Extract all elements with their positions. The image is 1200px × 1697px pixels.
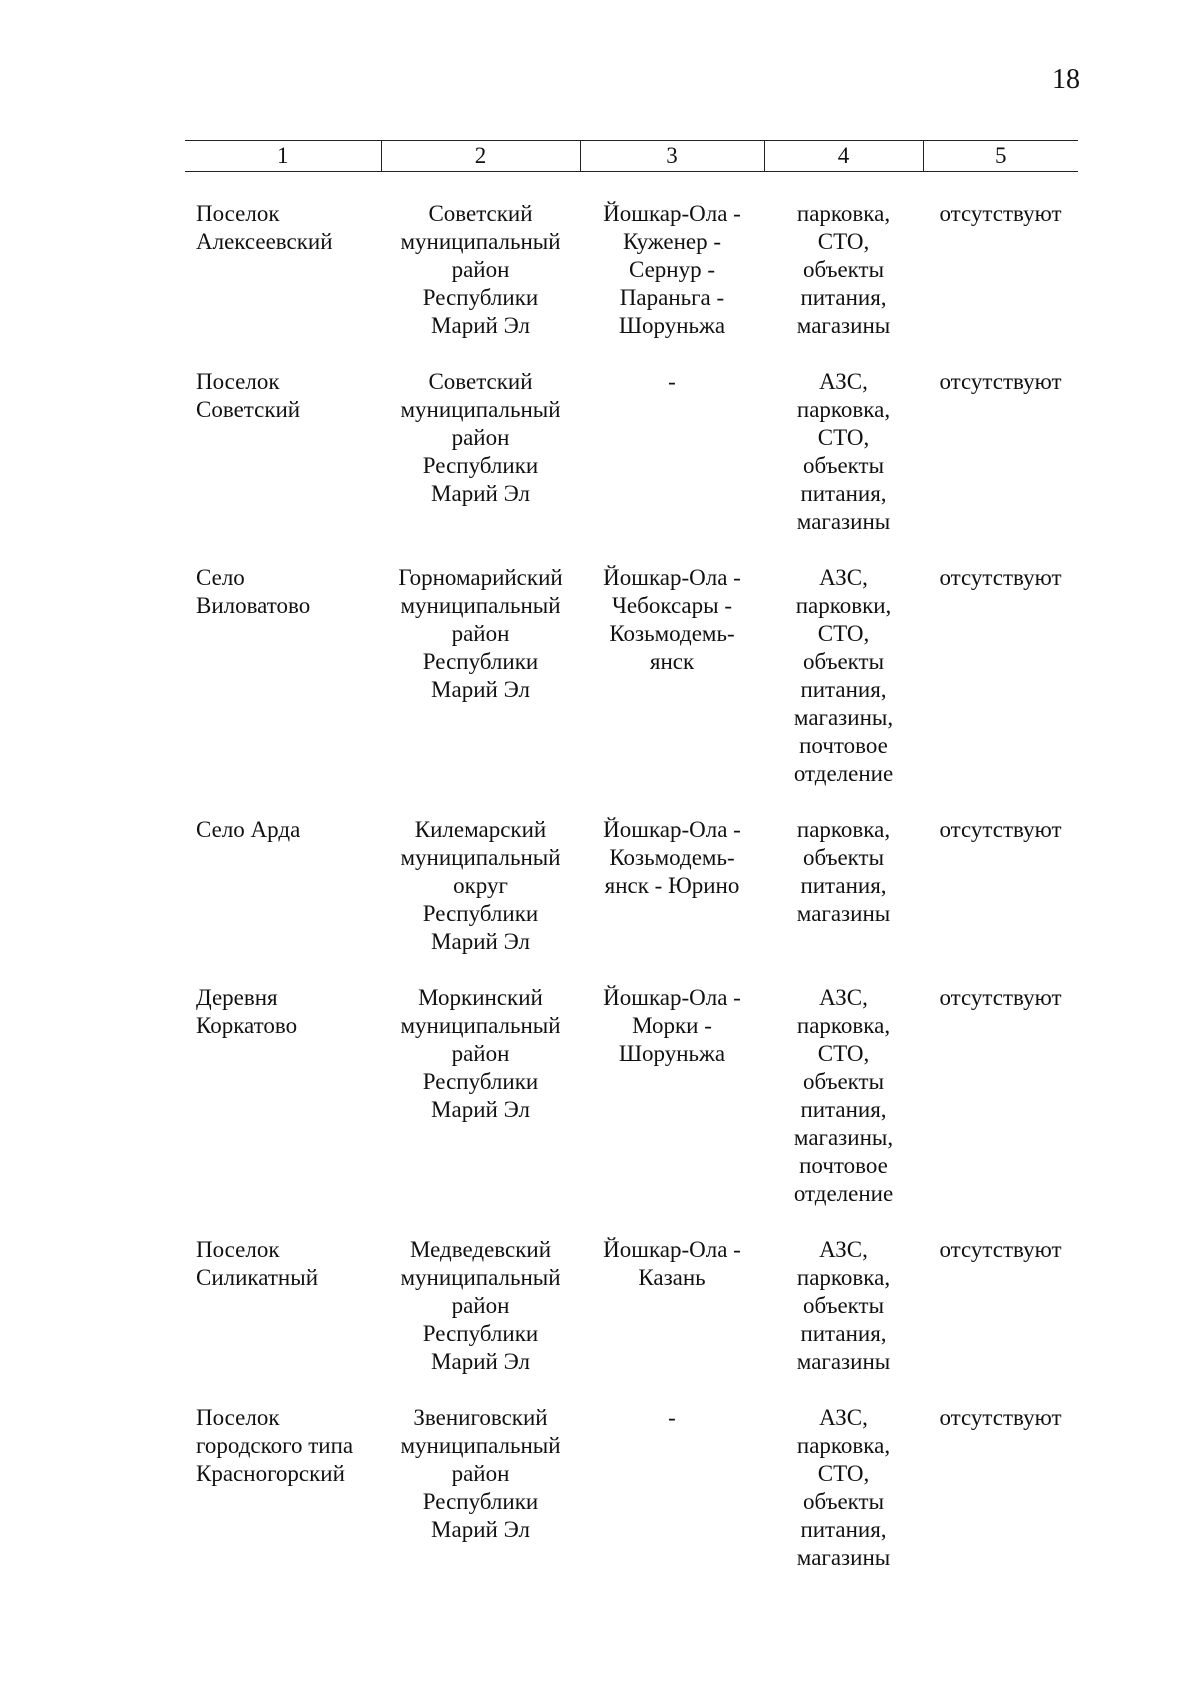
route-cell-line: -	[668, 1405, 676, 1430]
district-cell-line: район	[451, 425, 510, 450]
route-cell-line: Куженер -	[622, 229, 722, 254]
availability-cell-line: отсутствуют	[939, 985, 1062, 1010]
availability-cell-line: отсутствуют	[939, 565, 1062, 590]
services-cell-line: парковка,	[796, 1013, 891, 1038]
route-cell-line: Шоруньжа	[618, 1041, 726, 1066]
row-gap	[185, 1376, 1078, 1404]
route-cell	[580, 1404, 764, 1572]
availability-cell	[923, 1236, 1078, 1376]
district-cell-line: район	[451, 1461, 510, 1486]
table-row	[185, 1404, 1078, 1572]
header-row	[185, 141, 1078, 172]
settlement-cell	[185, 200, 381, 340]
services-cell-line: отделение	[793, 1181, 894, 1206]
route-cell-line: Параньга -	[619, 285, 725, 310]
district-cell	[381, 816, 580, 956]
district-cell	[381, 368, 580, 536]
route-cell-line: Сернур -	[628, 257, 716, 282]
services-cell-line: магазины	[796, 1349, 891, 1374]
district-cell-line: Марий Эл	[431, 1517, 530, 1542]
route-cell-line: Йошкар-Ола -	[603, 985, 741, 1010]
column-header-4: 4	[764, 141, 923, 172]
column-header-3: 3	[580, 141, 764, 172]
district-cell-line: Медведевский	[409, 1237, 552, 1262]
route-cell-line: -	[668, 369, 676, 394]
services-cell-line: почтовое	[799, 733, 888, 758]
services-cell-line: питания,	[800, 481, 887, 506]
district-cell-line: район	[451, 621, 510, 646]
availability-cell	[923, 984, 1078, 1208]
services-cell-line: СТО,	[817, 1461, 870, 1486]
table-row	[185, 984, 1078, 1208]
page-number: 18	[1052, 64, 1080, 95]
settlement-cell-line: городского типа	[196, 1433, 354, 1458]
services-cell	[764, 1404, 923, 1572]
services-cell-line: магазины,	[793, 1125, 894, 1150]
district-cell	[381, 1236, 580, 1376]
settlement-cell-line: Поселок	[196, 201, 280, 226]
route-cell	[580, 200, 764, 340]
settlement-cell-line: Поселок	[196, 369, 280, 394]
route-cell-line: Чебоксары -	[611, 593, 733, 618]
district-cell	[381, 984, 580, 1208]
table-spacer	[185, 172, 1078, 201]
services-cell-line: СТО,	[817, 621, 870, 646]
column-header-1: 1	[185, 141, 381, 172]
availability-cell	[923, 816, 1078, 956]
route-cell-line: Йошкар-Ола -	[603, 1237, 741, 1262]
services-cell-line: почтовое	[799, 1153, 888, 1178]
district-cell-line: округ	[453, 873, 508, 898]
services-cell	[764, 984, 923, 1208]
services-cell-line: объекты	[802, 1069, 885, 1094]
table-row	[185, 1236, 1078, 1376]
services-cell-line: магазины,	[793, 705, 894, 730]
settlement-cell-line: Село	[196, 565, 245, 590]
services-cell-line: объекты	[802, 845, 885, 870]
district-cell	[381, 1404, 580, 1572]
district-cell-line: Советский	[428, 201, 533, 226]
services-cell-line: парковка,	[796, 817, 891, 842]
availability-cell-line: отсутствуют	[939, 201, 1062, 226]
services-cell-line: питания,	[800, 677, 887, 702]
route-cell	[580, 816, 764, 956]
settlement-cell-line: Село Арда	[196, 817, 301, 842]
services-cell-line: СТО,	[817, 425, 870, 450]
table-row	[185, 816, 1078, 956]
services-cell-line: питания,	[800, 1517, 887, 1542]
table-body	[185, 172, 1078, 1573]
services-cell	[764, 368, 923, 536]
availability-cell	[923, 200, 1078, 340]
availability-cell	[923, 1404, 1078, 1572]
district-cell-line: муниципальный	[400, 1433, 561, 1458]
district-cell-line: Республики	[422, 649, 539, 674]
district-cell-line: Горномарийский	[398, 565, 563, 590]
table-header	[185, 141, 1078, 172]
services-cell-line: объекты	[802, 1293, 885, 1318]
route-cell-line: Йошкар-Ола -	[603, 817, 741, 842]
services-cell-line: парковка,	[796, 397, 891, 422]
column-header-2: 2	[381, 141, 580, 172]
row-gap	[185, 788, 1078, 816]
availability-cell	[923, 564, 1078, 788]
settlement-cell-line: Поселок	[196, 1405, 280, 1430]
services-cell-line: СТО,	[817, 229, 870, 254]
district-cell-line: район	[451, 257, 510, 282]
route-cell-line: Козьмодемь-	[609, 621, 735, 646]
availability-cell-line: отсутствуют	[939, 1237, 1062, 1262]
district-cell-line: Марий Эл	[431, 1349, 530, 1374]
services-cell-line: питания,	[800, 1321, 887, 1346]
district-cell-line: муниципальный	[400, 845, 561, 870]
settlement-cell	[185, 564, 381, 788]
route-cell-line: Шоруньжа	[618, 313, 726, 338]
route-cell	[580, 564, 764, 788]
settlement-cell-line: Поселок	[196, 1237, 280, 1262]
services-cell-line: парковка,	[796, 201, 891, 226]
services-cell-line: отделение	[793, 761, 894, 786]
district-cell-line: Марий Эл	[431, 929, 530, 954]
district-cell-line: муниципальный	[400, 1013, 561, 1038]
availability-cell	[923, 368, 1078, 536]
services-cell-line: питания,	[800, 1097, 887, 1122]
district-cell-line: Марий Эл	[431, 313, 530, 338]
settlement-cell-line: Коркатово	[196, 1013, 298, 1038]
services-cell-line: АЗС,	[819, 565, 868, 590]
services-cell-line: магазины	[796, 1545, 891, 1570]
services-cell	[764, 200, 923, 340]
district-cell-line: Республики	[422, 1069, 539, 1094]
district-cell	[381, 564, 580, 788]
district-cell-line: Марий Эл	[431, 1097, 530, 1122]
availability-cell-line: отсутствуют	[939, 1405, 1062, 1430]
district-cell-line: муниципальный	[400, 397, 561, 422]
district-cell-line: Республики	[422, 285, 539, 310]
settlement-cell	[185, 816, 381, 956]
services-cell-line: питания,	[800, 873, 887, 898]
district-cell-line: Республики	[422, 453, 539, 478]
settlement-cell	[185, 984, 381, 1208]
table-row	[185, 200, 1078, 340]
services-cell	[764, 1236, 923, 1376]
row-gap	[185, 1208, 1078, 1236]
district-cell-line: Килемарский	[414, 817, 547, 842]
settlements-table	[185, 140, 1078, 1572]
district-cell	[381, 200, 580, 340]
services-cell-line: парковки,	[795, 593, 892, 618]
district-cell-line: район	[451, 1293, 510, 1318]
district-cell-line: район	[451, 1041, 510, 1066]
settlement-cell-line: Красногорский	[196, 1461, 345, 1486]
services-cell-line: магазины	[796, 509, 891, 534]
services-cell-line: объекты	[802, 257, 885, 282]
settlement-cell-line: Деревня	[196, 985, 278, 1010]
services-cell-line: парковка,	[796, 1433, 891, 1458]
services-cell-line: объекты	[802, 453, 885, 478]
route-cell	[580, 1236, 764, 1376]
settlement-cell-line: Алексеевский	[196, 229, 333, 254]
district-cell-line: муниципальный	[400, 593, 561, 618]
route-cell-line: Морки -	[632, 1013, 712, 1038]
availability-cell-line: отсутствуют	[939, 817, 1062, 842]
settlement-cell-line: Силикатный	[196, 1265, 318, 1290]
route-cell	[580, 984, 764, 1208]
row-gap	[185, 956, 1078, 984]
route-cell-line: янск - Юрино	[604, 873, 740, 898]
district-cell-line: Моркинский	[418, 985, 543, 1010]
route-cell-line: янск	[649, 649, 695, 674]
services-cell	[764, 564, 923, 788]
district-cell-line: Марий Эл	[431, 481, 530, 506]
services-cell-line: АЗС,	[819, 369, 868, 394]
settlement-cell	[185, 1236, 381, 1376]
district-cell-line: Советский	[428, 369, 533, 394]
route-cell-line: Йошкар-Ола -	[603, 201, 741, 226]
services-cell-line: АЗС,	[819, 1237, 868, 1262]
district-cell-line: муниципальный	[400, 229, 561, 254]
route-cell-line: Козьмодемь-	[609, 845, 735, 870]
district-cell-line: Звениговский	[413, 1405, 548, 1430]
table-row	[185, 564, 1078, 788]
route-cell-line: Йошкар-Ола -	[603, 565, 741, 590]
services-cell-line: СТО,	[817, 1041, 870, 1066]
table-row	[185, 368, 1078, 536]
services-cell-line: питания,	[800, 285, 887, 310]
row-gap	[185, 536, 1078, 564]
availability-cell-line: отсутствуют	[939, 369, 1062, 394]
row-gap	[185, 340, 1078, 368]
services-cell-line: объекты	[802, 1489, 885, 1514]
settlement-cell-line: Советский	[196, 397, 301, 422]
settlement-cell	[185, 1404, 381, 1572]
route-cell	[580, 368, 764, 536]
route-cell-line: Казань	[638, 1265, 706, 1290]
district-cell-line: Республики	[422, 1321, 539, 1346]
district-cell-line: Республики	[422, 1489, 539, 1514]
settlement-cell-line: Виловатово	[196, 593, 311, 618]
services-cell-line: АЗС,	[819, 1405, 868, 1430]
services-cell-line: объекты	[802, 649, 885, 674]
services-cell-line: магазины	[796, 901, 891, 926]
district-cell-line: Республики	[422, 901, 539, 926]
services-cell	[764, 816, 923, 956]
services-cell-line: магазины	[796, 313, 891, 338]
district-cell-line: Марий Эл	[431, 677, 530, 702]
district-cell-line: муниципальный	[400, 1265, 561, 1290]
column-header-5: 5	[923, 141, 1078, 172]
settlement-cell	[185, 368, 381, 536]
services-cell-line: парковка,	[796, 1265, 891, 1290]
services-cell-line: АЗС,	[819, 985, 868, 1010]
